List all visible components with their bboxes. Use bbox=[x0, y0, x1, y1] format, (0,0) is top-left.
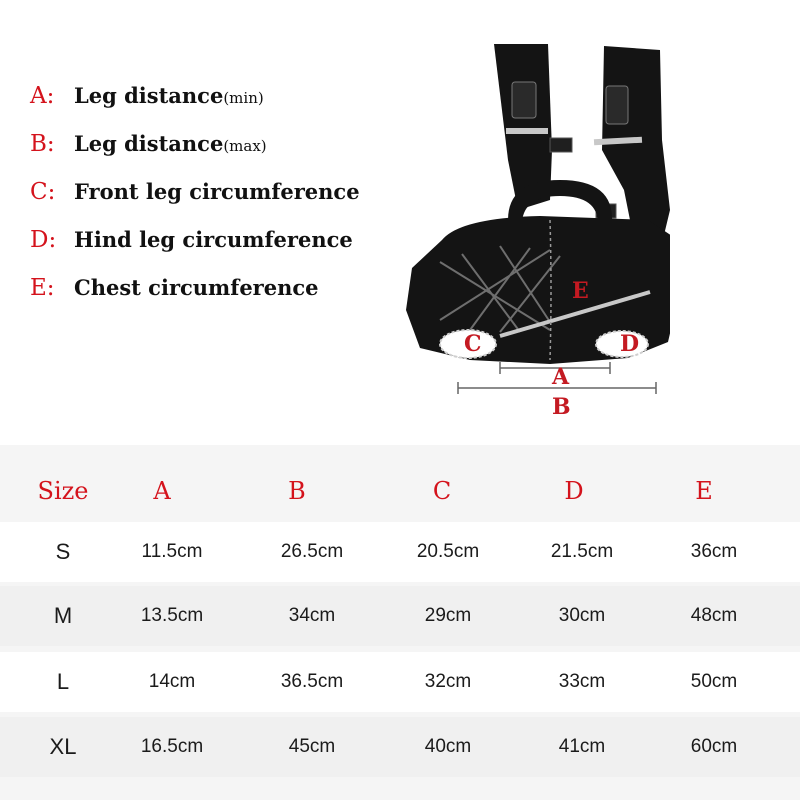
legend-text: Leg distance bbox=[74, 83, 224, 108]
harness-illustration bbox=[400, 30, 670, 430]
legend-key: D: bbox=[30, 227, 57, 253]
figure-label-e: E bbox=[572, 278, 589, 304]
cell-b: 26.5cm bbox=[280, 541, 344, 562]
figure-label-c: C bbox=[464, 331, 482, 357]
figure-label-a: A bbox=[552, 364, 570, 390]
left-buckle-icon bbox=[550, 138, 572, 152]
legend-key: A: bbox=[30, 83, 55, 109]
cell-a: 11.5cm bbox=[141, 541, 203, 562]
cell-e: 36cm bbox=[690, 541, 738, 562]
legend-note: (min) bbox=[223, 89, 264, 107]
header-size: Size bbox=[37, 477, 89, 505]
cell-b: 45cm bbox=[288, 736, 336, 757]
table-row bbox=[0, 586, 800, 646]
figure-label-d: D bbox=[620, 331, 640, 357]
header-b: B bbox=[288, 477, 306, 505]
header-c: C bbox=[432, 477, 452, 505]
table-header-row bbox=[0, 460, 800, 522]
cell-d: 30cm bbox=[558, 605, 606, 626]
cell-size: M bbox=[53, 603, 73, 628]
legend-item-a bbox=[30, 78, 264, 114]
cell-c: 32cm bbox=[424, 671, 472, 692]
cell-size: S bbox=[55, 539, 71, 564]
cell-d: 41cm bbox=[558, 736, 606, 757]
cell-e: 48cm bbox=[690, 605, 738, 626]
size-table bbox=[0, 445, 800, 800]
legend-item-c bbox=[30, 174, 360, 210]
legend-text: Front leg circumference bbox=[74, 179, 360, 204]
right-strap-logo-patch bbox=[606, 86, 628, 124]
cell-e: 60cm bbox=[690, 736, 738, 757]
cell-c: 20.5cm bbox=[416, 541, 480, 562]
cell-size: XL bbox=[49, 734, 77, 759]
legend-key: B: bbox=[30, 131, 55, 157]
cell-d: 21.5cm bbox=[550, 541, 614, 562]
legend-text: Chest circumference bbox=[74, 275, 319, 300]
legend-key: C: bbox=[30, 179, 56, 205]
table-row bbox=[0, 717, 800, 777]
cell-d: 33cm bbox=[558, 671, 606, 692]
legend-item-e bbox=[30, 270, 319, 306]
cell-c: 40cm bbox=[424, 736, 472, 757]
cell-a: 13.5cm bbox=[140, 605, 204, 626]
cell-e: 50cm bbox=[690, 671, 738, 692]
legend-item-d bbox=[30, 222, 353, 258]
cell-a: 16.5cm bbox=[140, 736, 204, 757]
legend-key: E: bbox=[30, 275, 55, 301]
table-row bbox=[0, 522, 800, 582]
legend-item-b bbox=[30, 126, 267, 162]
cell-b: 34cm bbox=[288, 605, 336, 626]
cell-size: L bbox=[56, 669, 70, 694]
header-e: E bbox=[695, 477, 713, 505]
cell-b: 36.5cm bbox=[280, 671, 344, 692]
figure-label-b: B bbox=[552, 394, 571, 420]
header-d: D bbox=[564, 477, 584, 505]
header-a: A bbox=[153, 477, 171, 505]
harness-drawing bbox=[400, 30, 670, 430]
table-row bbox=[0, 652, 800, 712]
legend-text: Hind leg circumference bbox=[74, 227, 353, 252]
legend-note: (max) bbox=[223, 137, 267, 155]
cell-a: 14cm bbox=[148, 671, 196, 692]
left-reflective-strip bbox=[506, 128, 548, 134]
legend-text: Leg distance bbox=[74, 131, 224, 156]
left-strap-logo-patch bbox=[512, 82, 536, 118]
cell-c: 29cm bbox=[424, 605, 472, 626]
